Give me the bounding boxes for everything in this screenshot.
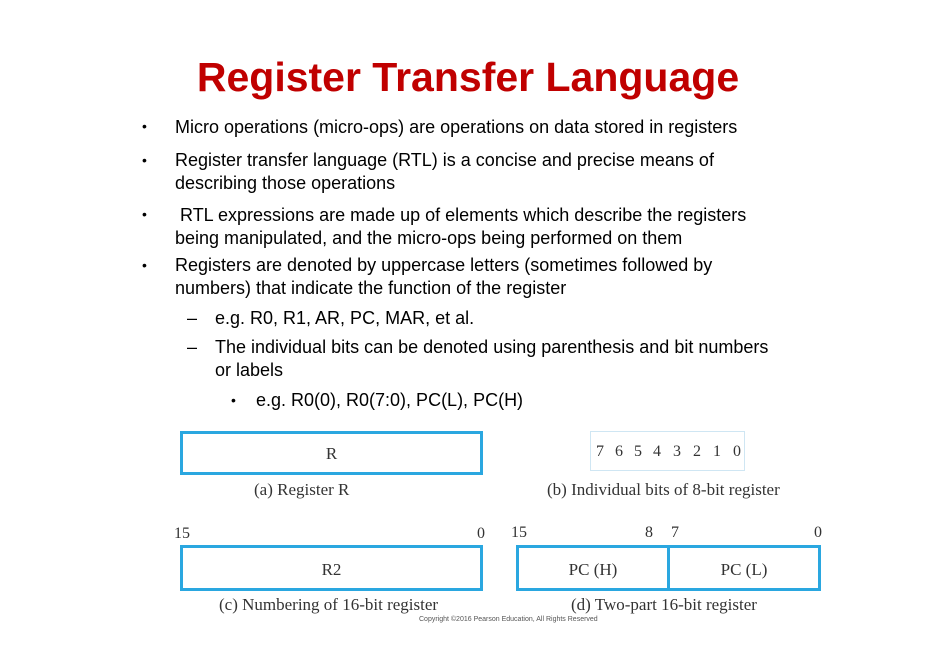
pc-high-label: PC (H): [568, 560, 618, 579]
bit-label: 7: [596, 443, 604, 460]
register-r-label: R: [325, 444, 338, 463]
caption-b: (b) Individual bits of 8-bit register: [547, 480, 780, 499]
bit-label: 5: [634, 443, 642, 460]
pc-low-box: [667, 545, 821, 591]
bit-label: 3: [673, 443, 681, 460]
caption-c: (c) Numbering of 16-bit register: [219, 595, 439, 614]
bullet-marker: •: [142, 118, 147, 134]
dash-item: [215, 336, 768, 382]
bullet-marker: •: [142, 206, 147, 222]
sub-bullet-marker: •: [231, 392, 236, 408]
bullet-text: being manipulated, and the micro-ops being performed on them: [175, 228, 683, 248]
copyright-notice: Copyright ©2016 Pearson Education, All Rights Reserved: [419, 616, 598, 623]
bullet-text: Registers are denoted by uppercase letters (sometimes followed by: [175, 255, 713, 275]
bullet-text: numbers) that indicate the function of the register: [175, 278, 567, 298]
dash-marker: –: [187, 308, 198, 328]
bit-number: 15: [174, 525, 190, 542]
bit-label: 6: [615, 443, 623, 460]
bit-number: 15: [511, 524, 527, 541]
dash-item: [215, 307, 474, 330]
dash-text: or labels: [215, 360, 284, 380]
sub-item: e.g. R0(0), R0(7:0), PC(L), PC(H): [256, 390, 524, 410]
bullet-lead: Micro operations: [175, 117, 309, 137]
bit-number: 7: [671, 524, 679, 541]
bullet-text: is a concise and precise means of: [437, 150, 714, 170]
dash-text: The individual bits can be denoted using parenthesis and bit numbers: [215, 337, 769, 357]
bullet-marker: •: [142, 152, 147, 168]
bit-label: 0: [733, 443, 741, 460]
bit-number: 8: [645, 524, 653, 541]
bit-label: 4: [653, 443, 661, 460]
bullet-marker: •: [142, 257, 147, 273]
bullet-item: [175, 254, 712, 300]
bit-label: 1: [713, 443, 721, 460]
bit-number: 0: [814, 524, 822, 541]
bullet-text: are made up of elements which describe the registers: [314, 205, 747, 225]
register-r-box: [180, 431, 483, 475]
caption-a: (a) Register R: [254, 480, 350, 499]
page-title: Register Transfer Language: [196, 54, 740, 100]
register-r2-label: R2: [321, 560, 342, 579]
bullet-text: describing those operations: [175, 173, 396, 193]
bit-number: 0: [477, 525, 485, 542]
bullet-lead: Register transfer language (RTL): [175, 150, 438, 170]
caption-d: (d) Two-part 16-bit register: [571, 595, 757, 614]
bullet-item: [175, 204, 746, 250]
bullet-item: [175, 116, 737, 139]
bits-row: [590, 431, 745, 471]
pc-low-label: PC (L): [720, 560, 768, 579]
register-r2-box: [180, 545, 483, 591]
pc-high-box: [516, 545, 670, 591]
dash-text: e.g. R0, R1, AR, PC, MAR, et al.: [215, 308, 475, 328]
bullet-text: (micro-ops) are operations on data stored in registers: [308, 117, 738, 137]
dash-marker: –: [187, 337, 198, 357]
bullet-item: [175, 149, 714, 195]
bit-label: 2: [693, 443, 701, 460]
bullet-lead: RTL expressions: [180, 205, 315, 225]
